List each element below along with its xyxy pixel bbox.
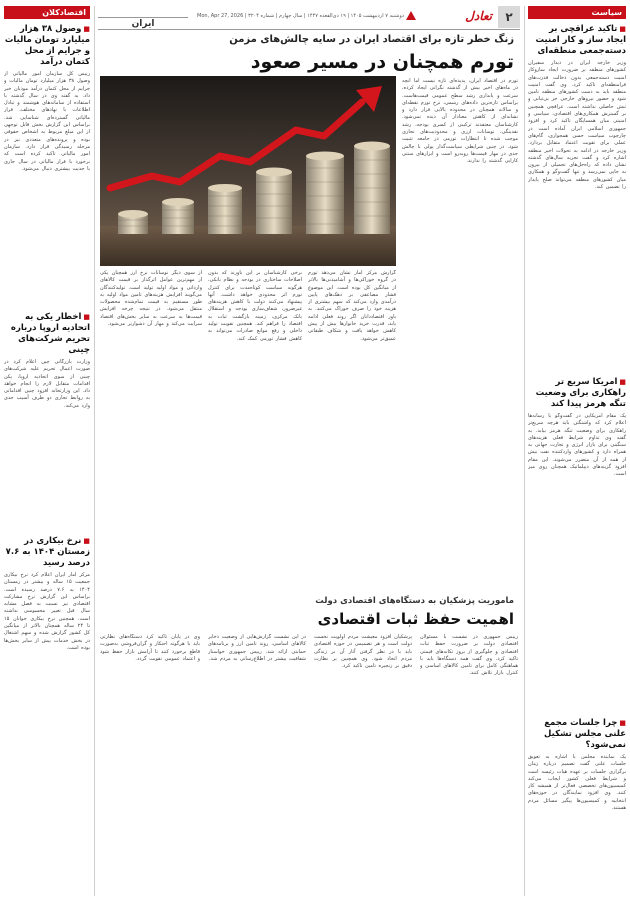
bullet-icon: ■ [619,378,626,386]
left-article-1-body: رییس کل سازمان امور مالیاتی از وصول ۳۸ هزار میلیارد تومان مالیات و جرایم از محل کتمان درآمد مودیان خبر داد. به گفته وی در سال گذشته با استفاده از سامانه‌های هوشمند و تبادل اطلاعات با نهادهای مختلف، فرار مالیاتی گسترده‌ای شناسایی شد. براساس این گزارش بخش قابل توجهی از این مبلغ مربوط به اشخاص حقوقی بوده و پرونده‌های متعددی نیز در مرحله رسیدگی قرار دارد. سازمان امور مالیاتی تاکید کرده است که برخورد با فرار مالیاتی در سال جاری با جدیت بیشتری دنبال می‌شود. [4,71,90,172]
main-column [98,6,520,896]
newspaper-logo: تعادل [465,9,492,23]
left-article-1-title[interactable]: ■وصول ۳۸ هزار میلیارد تومان مالیات و جرایم از محل کتمان درآمد [4,24,90,67]
coin-stack-5 [306,152,344,235]
coin-stack-4 [256,168,292,235]
right-article-1-title[interactable]: ■تاکید عراقچی بر ایجاد ساز و کار امنیت دسته‌جمعی منطقه‌ای [535,24,626,56]
bullet-icon: ■ [83,25,90,33]
main-article-col-c: از سوی دیگر نوسانات نرخ ارز همچنان یکی از مهم‌ترین عوامل اثرگذار بر قیمت کالاهای وارداتی و مواد اولیه تولید است. تولیدکنندگان می‌گویند افزایش هزینه‌های تامین مواد اولیه به طور مستقیم به قیمت تمام‌شده محصولات منتقل می‌شود. در نتیجه چرخه افزایش قیمت‌ها به سرعت به سایر بخش‌های اقتصاد سرایت می‌کند و مهار آن دشوارتر می‌شود. [100,270,202,328]
right-article-2-title[interactable]: ■امریکا سریع تر راهکاری برای وضعیت تنگه هرمز پیدا کند [535,377,626,409]
main-article-headline[interactable]: تورم همچنان در مسیر صعود [250,51,514,73]
second-article-col-1: رییس جمهوری در نشست با مسئولان اقتصادی دولت بر ضرورت حفظ ثبات اقتصادی و جلوگیری از بروز تکانه‌های قیمتی تاکید کرد. وی گفت همه دستگاه‌ها باید با هماهنگی کامل برای تامین کالاهای اساسی و کنترل بازار تلاش کنند. [420,634,518,677]
right-article-3-title[interactable]: ■چرا جلسات مجمع علنی مجلس تشکیل نمی‌شود؟ [544,718,626,750]
bullet-icon: ■ [83,537,90,545]
logo-triangle-icon [406,11,416,20]
second-article-col-4: وی در پایان تاکید کرد دستگاه‌های نظارتی باید با هرگونه احتکار و گران‌فروشی به‌صورت قاطع برخورد کنند تا آرامش بازار حفظ شود و اعتماد عمومی تقویت گردد. [100,634,200,662]
right-article-3-body: یک نماینده مجلس با اشاره به تعویق جلسات علنی گفت تصمیم درباره زمان برگزاری جلسات بر عهده هیات رئیسه است و شرایط فعلی کشور ایجاب می‌کند کمیسیون‌های تخصصی فعال‌تر از همیشه کار کنند. وی افزود نمایندگان در حوزه‌های انتخابیه و کمیسیون‌ها پیگیر مسائل مردم هستند. [528,754,626,812]
second-article-body [100,634,518,896]
column-divider [94,6,95,896]
left-article-3-body: مرکز آمار ایران اعلام کرد نرخ بیکاری جمعیت ۱۵ ساله و بیشتر در زمستان ۱۴۰۴ به ۷.۶ درصد رسیده است. براساس این گزارش نرخ مشارکت اقتصادی نیز نسبت به فصل مشابه سال قبل تغییر محسوسی نداشته است. همچنین نرخ بیکاری جوانان ۱۵ تا ۲۴ ساله همچنان بالاتر از میانگین کل کشور گزارش شده و سهم اشتغال در بخش خدمات بیش از سایر بخش‌ها بوده است. [4,572,90,651]
coin-stack-3 [208,184,242,234]
page-header [98,6,520,30]
main-article-col-a: گزارش مرکز آمار نشان می‌دهد تورم در گروه خوراکی‌ها و آشامیدنی‌ها بالاتر از میانگین کل بوده است. این موضوع فشار مضاعفی بر دهک‌های پایین درآمدی وارد می‌کند که سهم بیشتری از هزینه خود را صرف خوراک می‌کنند. به باور اقتصاددانان اگر روند فعلی ادامه یابد، قدرت خرید خانوارها بیش از پیش کاهش خواهد یافت و شکاف طبقاتی عمیق‌تر می‌شود. [308,270,396,342]
left-article-2-body: وزارت بازرگانی چین اعلام کرد در صورت اعمال تحریم علیه شرکت‌های چینی از سوی اتحادیه اروپا، پکن اقدامات متقابل لازم را انجام خواهد داد. این وزارتخانه افزود چنین اقداماتی به روابط تجاری دو طرف آسیب جدی وارد می‌کند. [4,359,90,409]
section-tab-macro: اقتصادکلان [4,6,90,19]
main-article-intro: تورم در اقتصاد ایران، پدیده‌ای تازه نیست اما آنچه در ماه‌های اخیر بیش از گذشته نگرانی ایجاد کرده، سرعت و پایداری رشد سطح عمومی قیمت‌هاست. براساس تازه‌ترین داده‌های رسمی، نرخ تورم نقطه‌ای و سالانه همچنان در محدوده بالایی قرار دارد و نشانه‌ای از کاهش معنادار آن دیده نمی‌شود. کارشناسان معتقدند ترکیبی از کسری بودجه، رشد نقدینگی، نوسانات ارزی و محدودیت‌های تجاری موجب شده تا انتظارات تورمی در جامعه تثبیت شود. در چنین شرایطی سیاست‌گذار پولی با چالش جدی در مهار قیمت‌ها روبه‌رو است و ابزارهای سنتی کارایی گذشته را ندارند. [402,78,518,165]
second-article-col-2: پزشکیان افزود معیشت مردم اولویت نخست دولت است و هر تصمیمی در حوزه اقتصادی باید با در نظر گرفتن آثار آن بر زندگی مردم اتخاذ شود. وی همچنین بر نظارت دقیق بر زنجیره تامین تاکید کرد. [314,634,412,670]
issue-meta: دوشنبه ۷ اردیبهشت ۱۴۰۵ | ۱۹ ذی‌القعده ۱۴۴۷ | سال چهارم | شماره ۳۲۰۴ | Mon, Apr 27, 2026 [197,13,404,19]
coin-stack-1 [118,210,148,234]
main-article-kicker: زنگ خطر تازه برای اقتصاد ایران در سایه چالش‌های مزمن [229,34,514,45]
right-column [528,6,626,896]
left-article-2-title[interactable]: ■اخطار یکی به اتحادیه اروپا درباره تحریم شرکت‌های چینی [10,312,90,355]
left-column [4,6,90,896]
bullet-icon: ■ [619,719,626,727]
left-article-3-title[interactable]: ■نرخ بیکاری در زمستان ۱۴۰۴ به ۷.۶ درصد رسید [5,536,90,568]
coin-stack-2 [162,198,194,234]
main-article-col-b: برخی کارشناسان بر این باورند که بدون اصلاحات ساختاری در بودجه و نظام بانکی، هرگونه سیاست کوتاه‌مدت برای کنترل تورم اثر محدودی خواهد داشت. آنها پیشنهاد می‌کنند دولت با کاهش هزینه‌های غیرضرور، شفاف‌سازی بودجه و استقلال بانک مرکزی، زمینه بازگشت ثبات به اقتصاد را فراهم کند. همچنین تقویت تولید داخلی و رفع موانع صادرات می‌تواند به کاهش فشار تورمی کمک کند. [208,270,302,342]
bullet-icon: ■ [83,313,90,321]
section-tab-politics: سیاست [528,6,626,19]
second-article-kicker: ماموریت پزشکیان به دستگاه‌های اقتصادی دولت [315,596,514,606]
bullet-icon: ■ [619,25,626,33]
column-divider [524,6,525,896]
main-article-image [100,76,396,266]
coin-chart-illustration [100,76,396,266]
right-article-2-body: یک مقام آمریکایی در گفت‌وگو با رسانه‌ها اعلام کرد که واشنگتن باید هرچه سریع‌تر راهکاری برای وضعیت تنگه هرمز بیابد. به گفته وی تداوم شرایط فعلی هزینه‌های سنگینی برای بازار انرژی و تجارت جهانی به همراه دارد و کشورهای واردکننده نفت بیش از همه از آن متضرر می‌شوند. این مقام افزود گزینه‌های دیپلماتیک همچنان روی میز است. [528,413,626,478]
page-number: ۲ [498,6,520,28]
second-article-headline[interactable]: اهمیت حفظ ثبات اقتصادی [317,610,514,628]
right-article-1-body: وزیر خارجه ایران در دیدار سفیران کشورهای منطقه بر ضرورت ایجاد سازوکار امنیت دسته‌جمعی بدون دخالت قدرت‌های فرامنطقه‌ای تاکید کرد. وی گفت امنیت منطقه باید به دست کشورهای منطقه تامین شود و حضور نیروهای خارجی جز بی‌ثباتی و تنش حاصلی نداشته است. عراقچی همچنین بر گسترش همکاری‌های اقتصادی، سیاسی و امنیتی میان همسایگان تاکید کرد و افزود جمهوری اسلامی ایران آماده است در چارچوب سیاست حسن همجواری، گام‌های عملی برای تقویت اعتماد متقابل بردارد. وزیر خارجه در ادامه به تحولات اخیر منطقه اشاره کرد و گفت تجربه سال‌های گذشته نشان داده که راه‌حل‌های تحمیلی از بیرون به جایی نمی‌رسد و تنها گفت‌وگو و همکاری میان کشورهای منطقه می‌تواند صلح پایدار را تضمین کند. [528,60,626,191]
second-article-col-3: در این نشست گزارش‌هایی از وضعیت ذخایر کالاهای اساسی، روند تامین ارز و برنامه‌های حمایتی ارائه شد. رییس جمهوری خواستار شفافیت بیشتر در اطلاع‌رسانی به مردم شد. [208,634,306,662]
page-rubric: ایران [98,17,188,29]
